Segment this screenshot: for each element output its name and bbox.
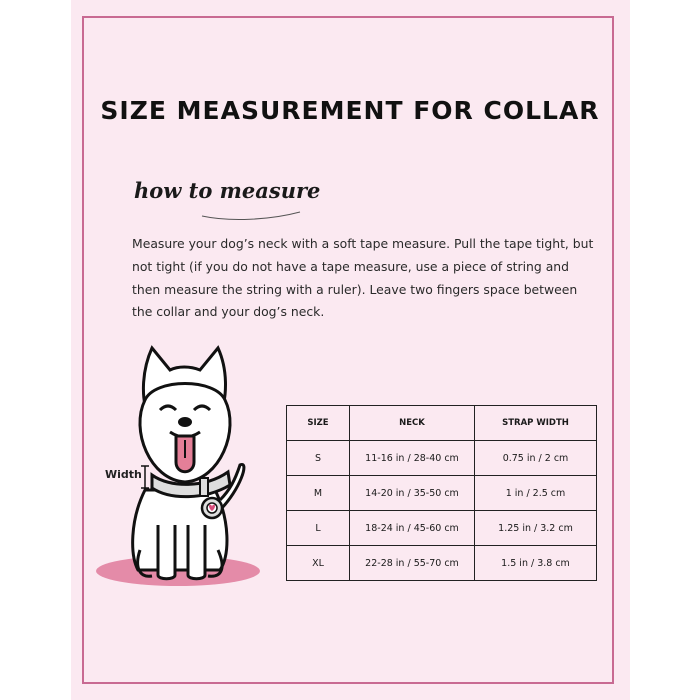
- header-strap-width: STRAP WIDTH: [475, 406, 597, 441]
- strap-width-cell: 0.75 in / 2 cm: [475, 441, 597, 476]
- page-title: SIZE MEASUREMENT FOR COLLAR: [100, 96, 600, 125]
- neck-cell: 11-16 in / 28-40 cm: [350, 441, 475, 476]
- table-row: [287, 476, 597, 511]
- measurement-instructions: Measure your dog’s neck with a soft tape measure. Pull the tape tight, but not tight (if you do not have a tape measure, use a piece of string and then measure the string with a ruler). Leave two fingers space between the collar and your dog’s neck.: [132, 236, 594, 320]
- dog-illustration: [90, 340, 270, 590]
- size-cell: XL: [287, 546, 350, 581]
- neck-cell: 22-28 in / 55-70 cm: [350, 546, 475, 581]
- neck-cell: 18-24 in / 45-60 cm: [350, 511, 475, 546]
- how-to-measure-heading: how to measure: [134, 178, 321, 203]
- header-size: SIZE: [287, 406, 350, 441]
- width-label: Width: [105, 468, 142, 481]
- table-row: [287, 511, 597, 546]
- table-row: [287, 546, 597, 581]
- neck-cell: 14-20 in / 35-50 cm: [350, 476, 475, 511]
- table-header-row: [287, 406, 597, 441]
- header-neck: NECK: [350, 406, 475, 441]
- strap-width-cell: 1.5 in / 3.8 cm: [475, 546, 597, 581]
- size-cell: L: [287, 511, 350, 546]
- size-table: [286, 405, 597, 581]
- size-cell: M: [287, 476, 350, 511]
- table-row: [287, 441, 597, 476]
- strap-width-cell: 1 in / 2.5 cm: [475, 476, 597, 511]
- strap-width-cell: 1.25 in / 3.2 cm: [475, 511, 597, 546]
- size-cell: S: [287, 441, 350, 476]
- decorative-swoosh: [200, 202, 302, 222]
